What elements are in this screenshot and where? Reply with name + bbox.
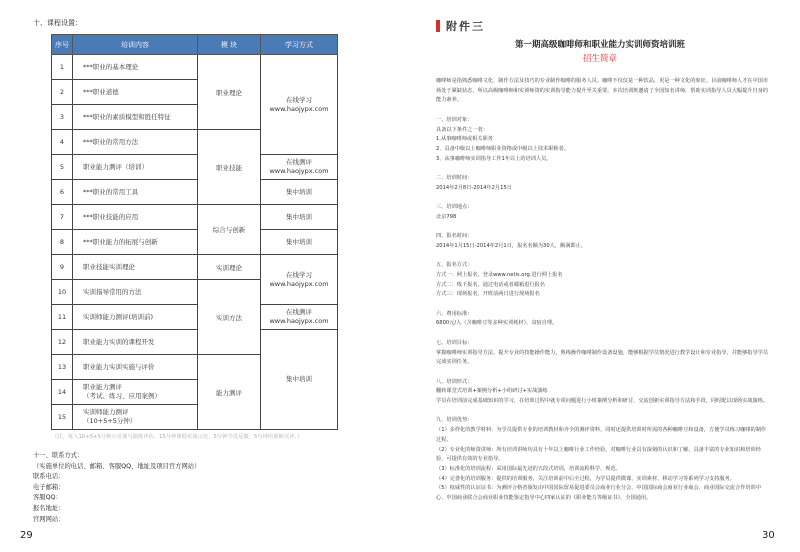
mode-url: www.haojypx.com [269, 167, 329, 175]
section-line: 翻转课堂式培训+案例分析+小组研讨+实战演练 [436, 388, 548, 395]
page-number-left: 29 [20, 530, 33, 541]
mode-cell [261, 55, 338, 155]
section-line: 方式一：网上报名，登录www.netis.org.进行网上报名 [436, 271, 563, 278]
section-line: （5）权威性的认证证书：为测评合格者颁发由中国国际贸易促进委员会商业行业分会、中国国际商会商业行业商会、商业国际交流合作培训中心、中国商业联合会商业职业技能鉴定指导中心四家认证的《职业能力等级证书》，全国通用。 [436, 485, 761, 502]
contact-website: 官网网站： [33, 515, 65, 523]
header-num: 序号 [52, 35, 73, 55]
section-line: （4）完善化的培训服务：提供的培训服务，关注培训前中后全过程，为学员提供微课、实训素材、移动学习等系列学习支持服务。 [436, 475, 735, 482]
row-num: 15 [52, 405, 73, 430]
row-content-line2: （10+5+5分钟） [83, 417, 137, 425]
contact-phone: 联系电话： [33, 473, 65, 481]
row-content: ***职业的常用工具 [73, 180, 198, 205]
mode-cell: 集中培训 [261, 205, 338, 230]
module-cell: 职业技能 [198, 130, 261, 205]
section-heading: 二、培训时间： [436, 175, 473, 181]
right-page [400, 0, 800, 552]
section-line: （2）专业化的师资讲师：所有培训讲师均具有十年以上咖啡行业工作经验，对咖啡行业具有深刻的认识和了解，具备丰富的专业知识和培训经验，可提供有效的专业指导。 [436, 446, 761, 463]
mode-cell: 集中培训 [261, 330, 338, 430]
row-num: 6 [52, 180, 73, 205]
section-line: 学员在培训前完成基础知识的学习，在培训过程中就专项问题进行小组案例分析和研讨，交流创新实训指导方法和手段，同时配以现场实战演练。 [436, 398, 769, 405]
row-num: 11 [52, 305, 73, 330]
header-content: 培训内容 [73, 35, 198, 55]
row-content [73, 380, 198, 405]
section-line: 掌握咖啡师实训指导方法，提升专业的技能操作能力，熟练操作咖啡制作设备设施，能够根据学员情况进行教学设计和专业指导，并能够指导学员完成实训任务。 [436, 349, 769, 366]
row-content: ***职业的常用方法 [73, 130, 198, 155]
table-row [52, 205, 338, 230]
contact-qq: 客服QQ： [33, 494, 62, 502]
mode-online-test: 在线测评 [286, 308, 312, 316]
row-content: 实训师能力测评(培训前) [73, 305, 198, 330]
contact-section [33, 451, 200, 525]
annex-marker-icon [436, 20, 440, 32]
mode-url: www.haojypx.com [269, 279, 329, 288]
mode-cell [261, 155, 338, 180]
section-heading: 七、培训目标： [436, 339, 473, 346]
module-cell: 综合与创新 [198, 205, 261, 255]
contact-email: 电子邮箱： [33, 483, 65, 491]
row-num: 10 [52, 280, 73, 305]
section-heading: 九、培训优势： [436, 417, 473, 424]
section-heading: 八、培训形式： [436, 378, 473, 385]
table-header-row [52, 35, 338, 55]
mode-cell [261, 255, 338, 305]
row-num: 4 [52, 130, 73, 155]
row-num: 2 [52, 80, 73, 105]
module-cell: 实训方法 [198, 280, 261, 355]
row-num: 1 [52, 55, 73, 80]
section-line: 3、从事咖啡师实训指导工作1年以上的培训人员。 [436, 155, 552, 162]
section-heading: 六、费用标准： [436, 310, 473, 317]
section-line: 2014年2月8日-2014年2月15日 [436, 184, 512, 191]
row-content: 职业能力实训实施与评价 [73, 355, 198, 380]
row-content: 职业技能实训理论 [73, 255, 198, 280]
section-line: 具备以下条件之一者： [436, 126, 488, 133]
document-subtitle: 招生简章 [582, 54, 617, 64]
section-line: 1.从事咖啡师或相关职务 [436, 136, 493, 143]
contact-subtitle: （实施单位的电话、邮箱、客服QQ、地址及项目官方网站） [33, 462, 201, 470]
section-heading: 三、培训地点： [436, 204, 473, 211]
section-line: 6800元/人（含咖啡豆等多种实训耗材），食宿自理。 [436, 320, 558, 327]
row-content: ***职业的素质模型和胜任特征 [73, 105, 198, 130]
table-row [52, 230, 338, 255]
table-row [52, 155, 338, 180]
row-content: ***职业技能的应用 [73, 205, 198, 230]
row-content-line2: （考试、练习、应用案例） [83, 392, 161, 400]
table-row [52, 330, 338, 355]
mode-cell [261, 305, 338, 330]
row-content: 实训指导常用的方法 [73, 280, 198, 305]
document-body [436, 77, 768, 504]
section-line: 2014年1月15日-2014年2月1日，报名名额为30人，额满即止。 [436, 242, 586, 249]
section-line: 方式二：线下报名，通过电话或者邮箱进行报名 [436, 281, 545, 288]
row-num: 13 [52, 355, 73, 380]
intro-paragraph: 咖啡师是指熟悉咖啡文化、制作方法及技巧的专业制作咖啡的服务人员。咖啡不仅仅是一种饮品，更是一种文化的象征。目前咖啡师人才在中国市场处于紧缺状态，所以高级咖啡师和实训师资的实训指导能力提升至关重要。本次培训班邀请了全国知名讲师，帮助实训指导人员大幅提升自身的能力素养。 [436, 78, 769, 104]
row-num: 7 [52, 205, 73, 230]
row-content: 职业能力测评（培训） [73, 155, 198, 180]
row-num: 5 [52, 155, 73, 180]
row-num: 14 [52, 380, 73, 405]
table-row [52, 305, 338, 330]
course-table [51, 34, 338, 430]
section-line: （3）标准化的培训流程：采用国际最先进的五段式培训，培训流程科学、规范。 [436, 465, 621, 472]
module-cell: 能力测评 [198, 355, 261, 430]
section-line: 方式三：现场报名，开班前两日进行现场报名 [436, 291, 540, 298]
table-row [52, 180, 338, 205]
mode-online-test: 在线测评 [286, 158, 312, 166]
row-content: ***职业道德 [73, 80, 198, 105]
row-num: 8 [52, 230, 73, 255]
table-row [52, 255, 338, 280]
mode-cell: 集中培训 [261, 180, 338, 205]
section-heading: 一、培训对象： [436, 116, 473, 123]
annex-label: 附件三 [446, 20, 485, 33]
page-number-right: 30 [762, 530, 775, 541]
table-row [52, 55, 338, 80]
row-content [73, 405, 198, 430]
section-heading: 四、报名时间： [436, 233, 473, 240]
mode-online-study: 在线学习 [286, 95, 312, 104]
mode-online-study: 在线学习 [286, 270, 312, 279]
row-num: 9 [52, 255, 73, 280]
row-content-line1: 职业能力测评 [83, 383, 122, 391]
row-content: ***职业的基本理论 [73, 55, 198, 80]
mode-cell: 集中培训 [261, 230, 338, 255]
mode-url: www.haojypx.com [269, 104, 329, 113]
header-mode: 学习方式 [261, 35, 338, 55]
annex-heading [436, 18, 485, 34]
row-num: 12 [52, 330, 73, 355]
module-cell: 职业理论 [198, 55, 261, 130]
section-heading: 五、报名方式： [436, 262, 473, 269]
module-cell: 实训理论 [198, 255, 261, 280]
section-line: （1）多样化的教学材料：为学员提供专业的培训教材和齐全的测评资料，同时还提供培训时所需的各种咖啡豆和设备，方便学员练习咖啡的制作过程。 [436, 427, 767, 443]
row-content: 职业能力实训的课程开发 [73, 330, 198, 355]
section-title-course: 十、课程设置： [33, 19, 82, 27]
mode-url: www.haojypx.com [269, 317, 329, 325]
section-line: 北京798 [436, 213, 457, 220]
document-title: 第一期高级咖啡师和职业能力实训师资培训班 [514, 40, 685, 50]
contact-address: 报名地址： [33, 504, 65, 512]
header-module: 模 块 [198, 35, 261, 55]
contact-title: 十一、联系方式： [33, 452, 84, 459]
row-content-line1: 实训师能力测评 [83, 408, 129, 416]
table-note: （注，每人10+5+5分钟示范课与演练评估，15分钟课程实战示范，5分钟学员反馈，5分钟培训师点评。） [52, 434, 303, 440]
row-content: ***职业能力的拓展与创新 [73, 230, 198, 255]
section-line: 2、具备中级以上咖啡师职业资格或中级以上技术职称者。 [436, 145, 569, 152]
row-num: 3 [52, 105, 73, 130]
